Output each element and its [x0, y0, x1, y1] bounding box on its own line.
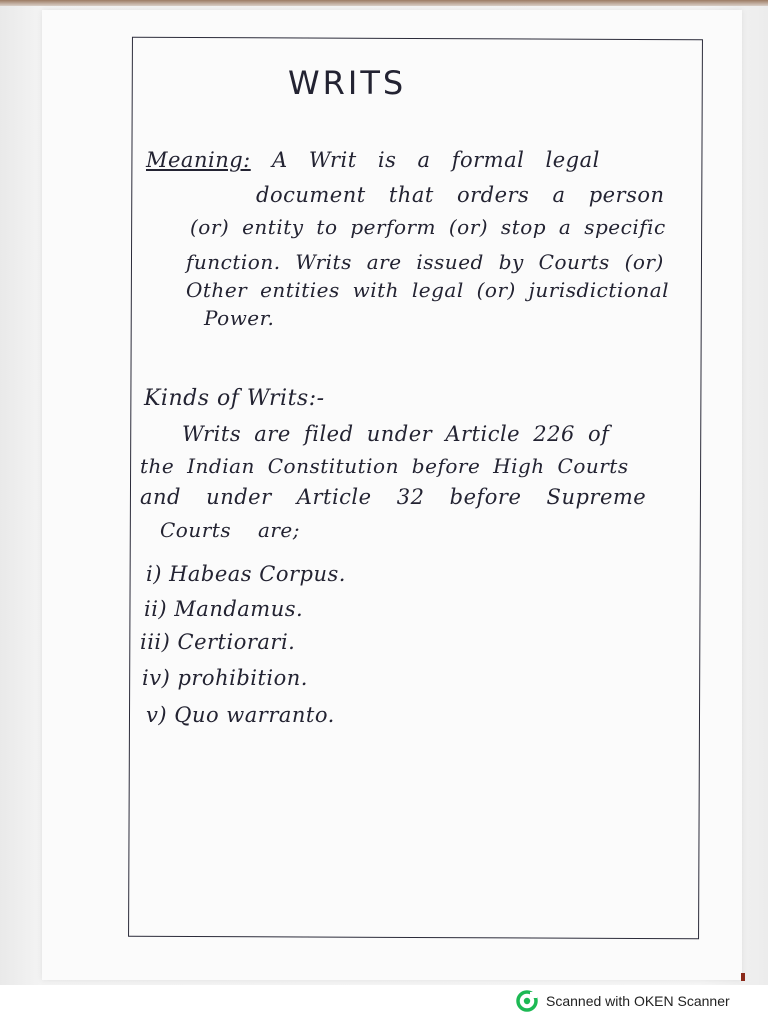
- scanner-watermark: [516, 988, 730, 1014]
- kinds-line-1: Writs are filed under Article 226 of: [182, 422, 610, 446]
- meaning-line-4: function. Writs are issued by Courts (or): [186, 250, 664, 274]
- kinds-heading: Kinds of Writs:-: [144, 386, 325, 411]
- kinds-line-4: Courts are;: [160, 518, 301, 542]
- writ-item-5: v) Quo warranto.: [146, 703, 335, 727]
- meaning-line-1: A Writ is a formal legal: [272, 148, 600, 172]
- writ-item-3: iii) Certiorari.: [140, 630, 296, 654]
- page-title: WRITS: [288, 64, 407, 102]
- meaning-line-3: (or) entity to perform (or) stop a specific: [190, 215, 666, 239]
- scanner-credit-text: Scanned with OKEN Scanner: [546, 993, 730, 1009]
- table-edge: [0, 0, 768, 6]
- meaning-heading: Meaning:: [146, 148, 251, 172]
- page-corner-mark: [741, 973, 745, 981]
- kinds-line-2: the Indian Constitution before High Courts: [140, 454, 629, 478]
- kinds-line-3: and under Article 32 before Supreme: [140, 485, 647, 509]
- meaning-line-5: Other entities with legal (or) jurisdictional: [186, 278, 670, 302]
- oken-scanner-logo-icon: [516, 990, 538, 1012]
- meaning-line-6: Power.: [204, 306, 275, 330]
- writ-item-1: i) Habeas Corpus.: [146, 562, 346, 586]
- writ-item-2: ii) Mandamus.: [144, 597, 304, 621]
- meaning-line-2: document that orders a person: [256, 183, 665, 207]
- writ-item-4: iv) prohibition.: [142, 666, 308, 690]
